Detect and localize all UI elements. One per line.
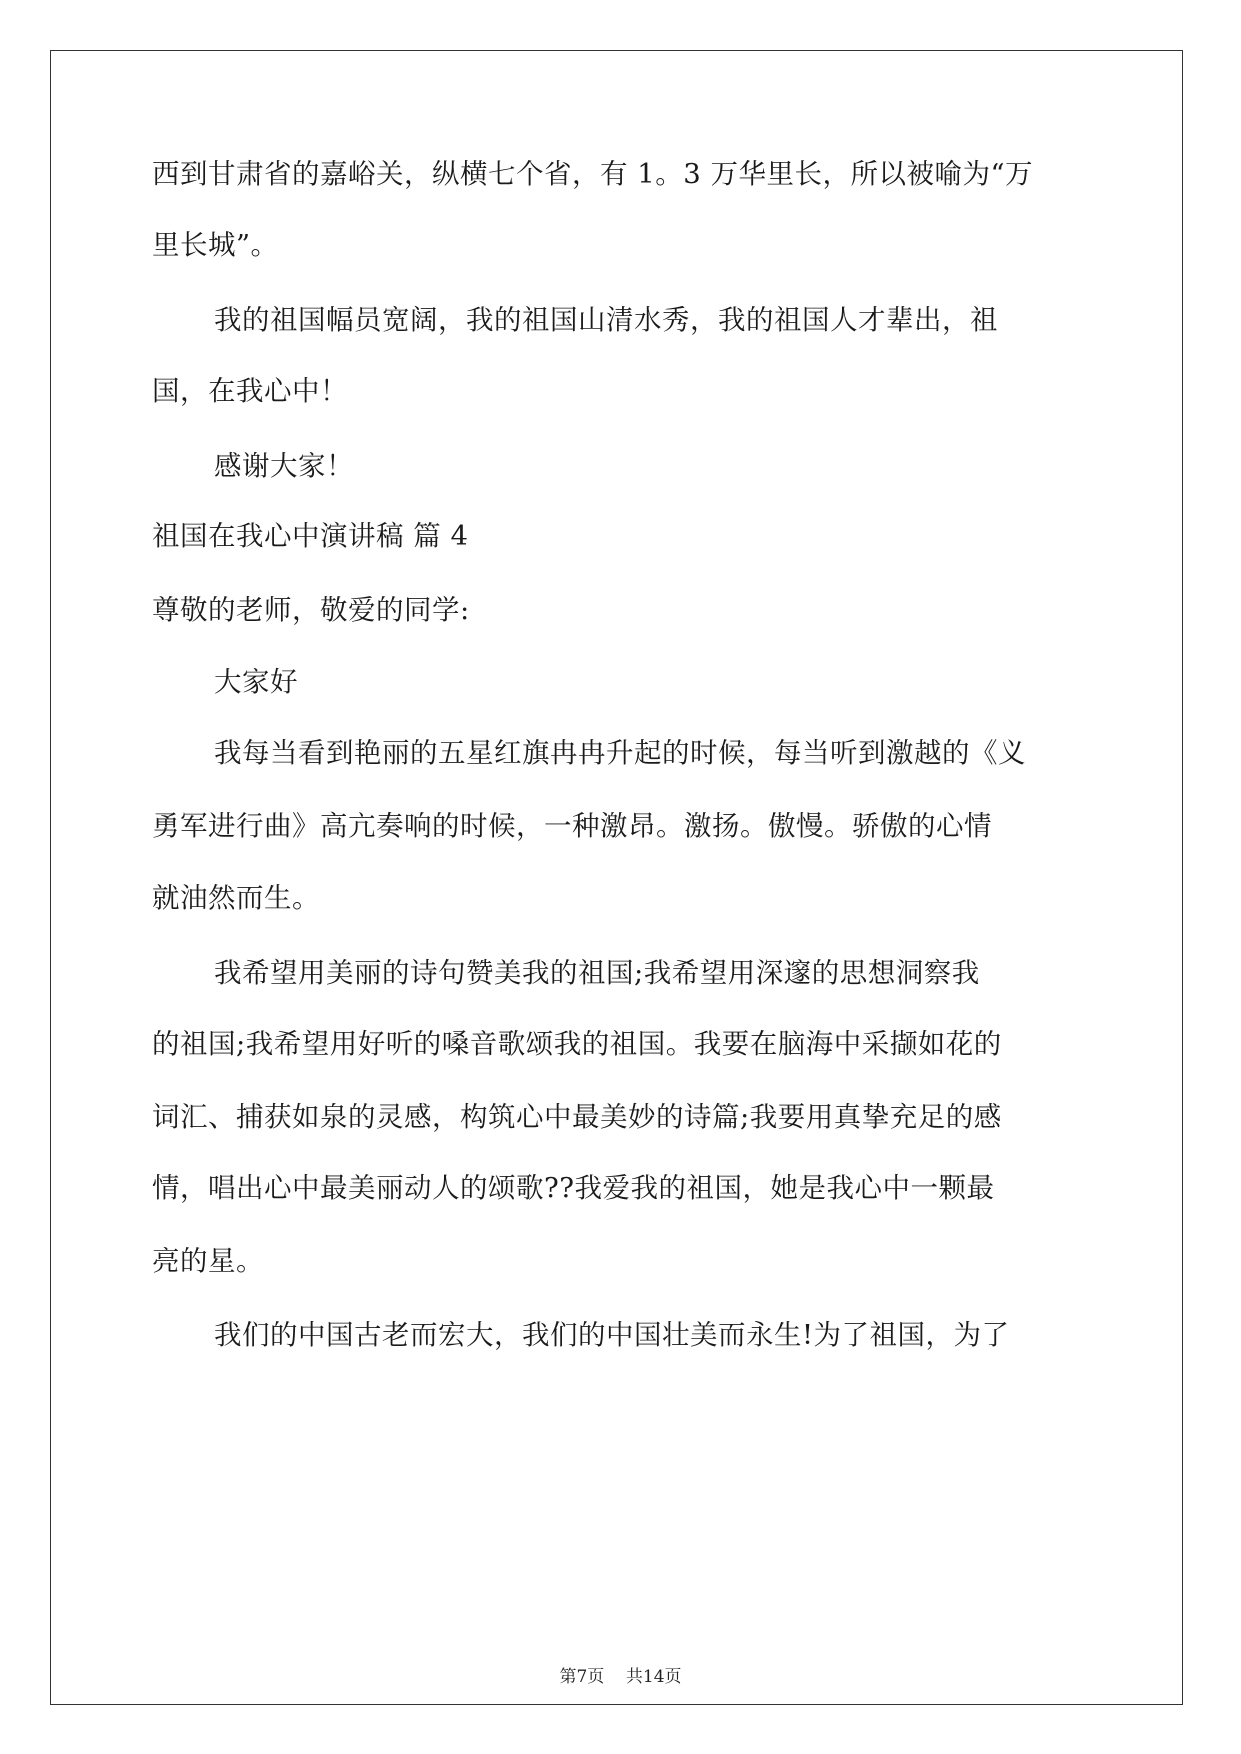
text-line: 我的祖国幅员宽阔，我的祖国山清水秀，我的祖国人才辈出，祖 <box>214 304 998 336</box>
text-line: 词汇、捕获如泉的灵感，构筑心中最美妙的诗篇;我要用真挚充足的感 <box>152 1101 1002 1133</box>
text-line: 里长城”。 <box>152 229 279 261</box>
text-line: 我希望用美丽的诗句赞美我的祖国;我希望用深邃的思想洞察我 <box>214 957 980 989</box>
text-line: 亮的星。 <box>152 1245 264 1277</box>
greeting: 大家好 <box>214 666 298 698</box>
text-line: 勇军进行曲》高亢奏响的时候，一种激昂。激扬。傲慢。骄傲的心情 <box>152 810 992 842</box>
text-line: 国，在我心中！ <box>152 375 348 407</box>
text-line: 我每当看到艳丽的五星红旗冉冉升起的时候，每当听到激越的《义 <box>214 737 1026 769</box>
text-line: 感谢大家！ <box>214 450 354 482</box>
text-line: 西到甘肃省的嘉峪关，纵横七个省，有 1。3 万华里长，所以被喻为“万 <box>152 158 1034 190</box>
text-line: 我们的中国古老而宏大，我们的中国壮美而永生!为了祖国，为了 <box>214 1319 1010 1351</box>
text-line: 的祖国;我希望用好听的嗓音歌颂我的祖国。我要在脑海中采撷如花的 <box>152 1028 1002 1060</box>
salutation: 尊敬的老师，敬爱的同学: <box>152 594 470 626</box>
text-line: 情，唱出心中最美丽动人的颂歌??我爱我的祖国，她是我心中一颗最 <box>152 1172 995 1204</box>
section-heading: 祖国在我心中演讲稿 篇 4 <box>152 520 469 552</box>
page-border <box>50 50 1183 1705</box>
text-line: 就油然而生。 <box>152 882 320 914</box>
page-number-footer: 第7页 共14页 <box>559 1667 682 1687</box>
